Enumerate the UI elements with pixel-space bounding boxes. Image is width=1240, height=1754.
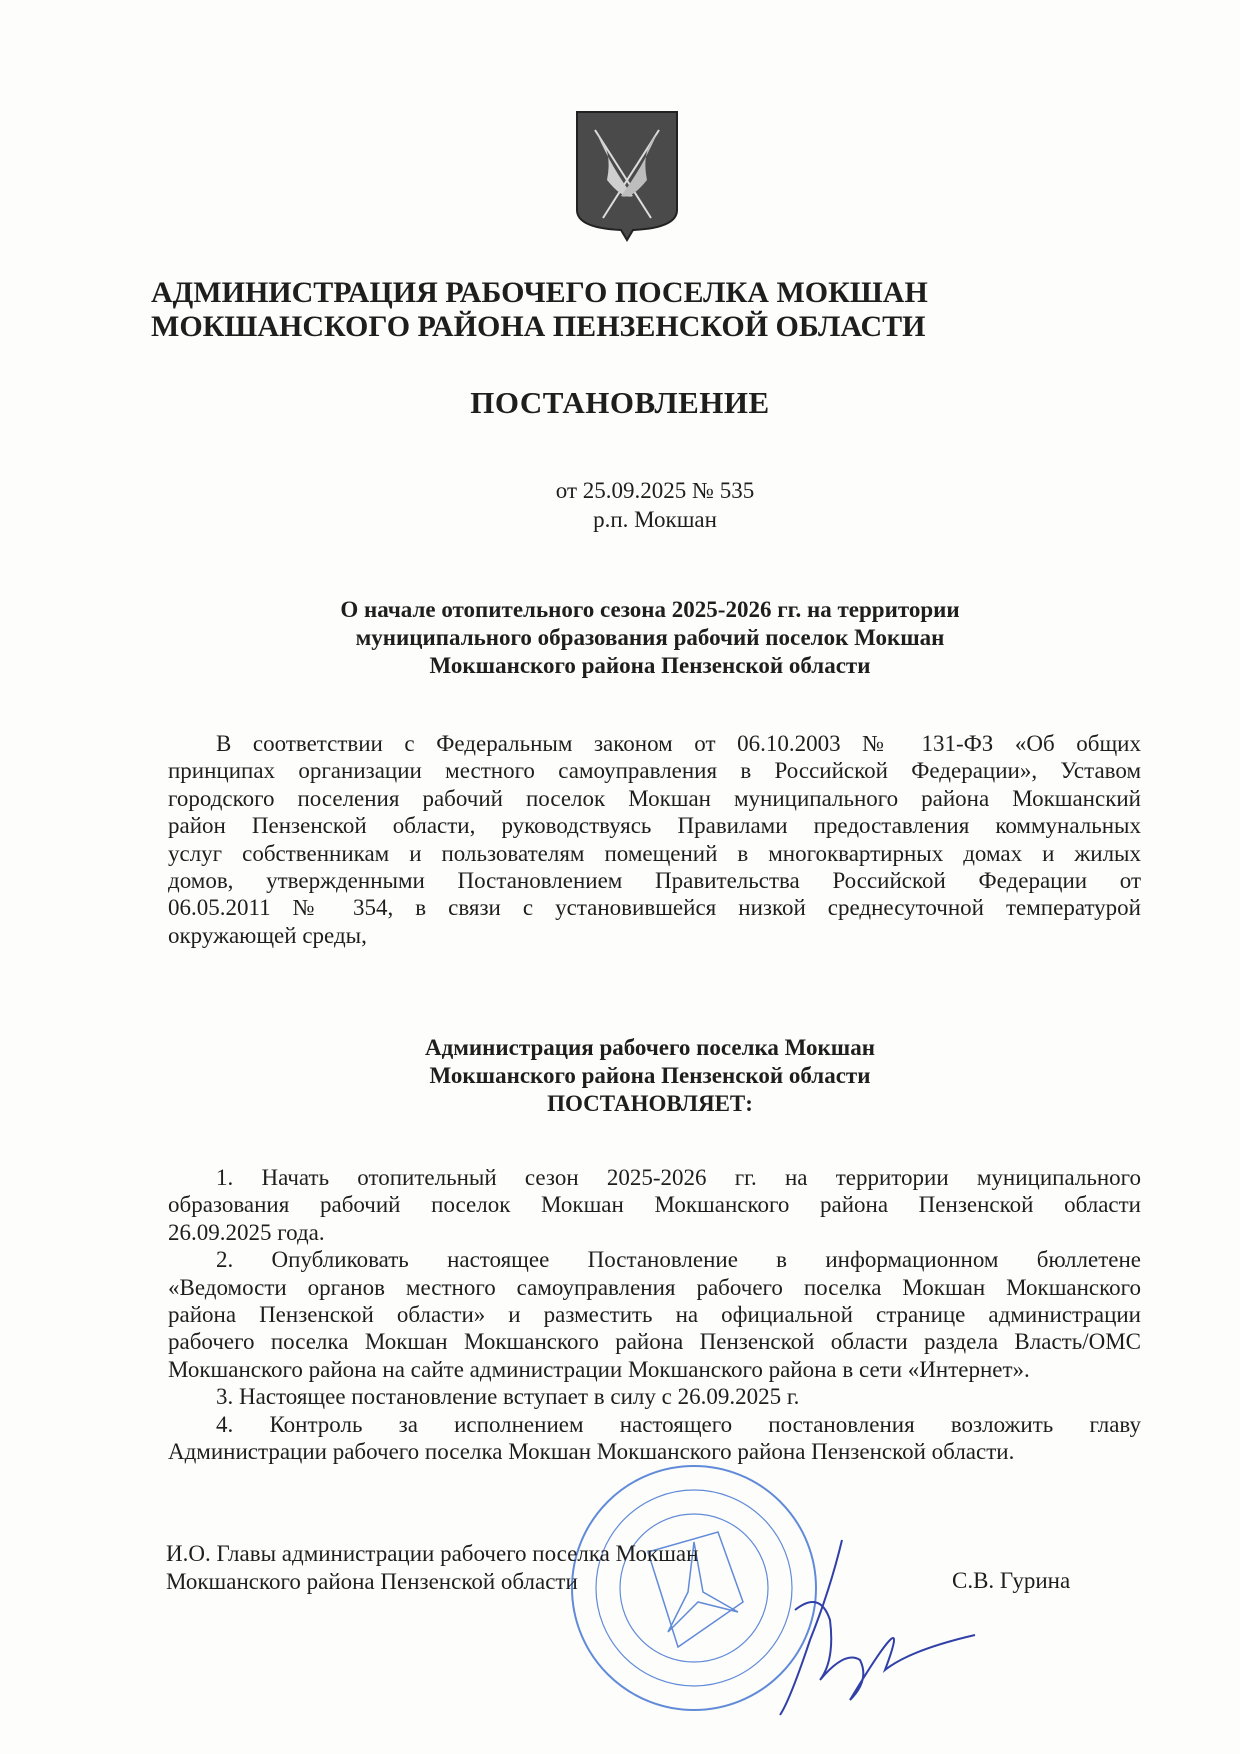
place: р.п. Мокшан	[593, 507, 717, 532]
subject-line: О начале отопительного сезона 2025-2026 гг. на территории	[340, 597, 960, 622]
date-number: от 25.09.2025 № 535	[555, 478, 755, 503]
coat-of-arms-icon	[573, 110, 681, 242]
document-type: ПОСТАНОВЛЕНИЕ	[470, 385, 770, 420]
text-line: городского поселения рабочий поселок Мокшан муниципального района Мокшанский	[168, 785, 1141, 811]
item-1-line: образования рабочий поселок Мокшан Мокшанского района Пензенской области	[168, 1192, 1141, 1218]
text-line: домов, утвержденными Постановлением Правительства Российской Федерации от	[168, 867, 1141, 893]
item-2-line: «Ведомости органов местного самоуправления рабочего поселка Мокшан Мокшанского	[168, 1274, 1141, 1300]
item-1-line: 1. Начать отопительный сезон 2025-2026 гг. на территории муниципального	[216, 1165, 1141, 1190]
text-line: услуг собственникам и пользователям помещений в многоквартирных домах и жилых	[168, 840, 1141, 866]
item-2-line: района Пензенской области» и разместить на официальной странице администрации	[168, 1301, 1141, 1327]
item-4-line: 4. Контроль за исполнением настоящего постановления возложить главу	[216, 1411, 1141, 1437]
preamble-paragraph	[168, 730, 1141, 949]
item-4-line: Администрации рабочего поселка Мокшан Мокшанского района Пензенской области.	[168, 1438, 1015, 1464]
subject-line: Мокшанского района Пензенской области	[429, 653, 871, 678]
text-line: окружающей среды,	[168, 922, 367, 948]
signatory-name: С.В. Гурина	[952, 1568, 1071, 1593]
document-subject	[0, 596, 1240, 680]
item-2-line: рабочего поселка Мокшан Мокшанского района Пензенской области раздела Власть/ОМС	[168, 1329, 1141, 1355]
text-line: принципах организации местного самоуправления в Российской Федерации», Уставом	[168, 758, 1141, 784]
item-2-line: Мокшанского района на сайте администрации Мокшанского района в сети «Интернет».	[168, 1356, 1030, 1382]
organization-name	[151, 276, 1031, 344]
item-2-line: 2. Опубликовать настоящее Постановление в информационном бюллетене	[216, 1247, 1141, 1273]
text-line: район Пензенской области, руководствуясь Правилами предоставления коммунальных	[168, 813, 1141, 839]
org-line-1: АДМИНИСТРАЦИЯ РАБОЧЕГО ПОСЕЛКА МОКШАН	[151, 276, 928, 309]
signatory-position	[166, 1540, 698, 1596]
handwritten-signature-icon	[760, 1530, 980, 1720]
resolves-line: Мокшанского района Пензенской области	[429, 1063, 871, 1088]
item-3-line: 3. Настоящее постановление вступает в силу с 26.09.2025 г.	[216, 1384, 800, 1410]
resolving-body	[0, 1034, 1240, 1118]
resolves-line: Администрация рабочего поселка Мокшан	[425, 1035, 875, 1060]
item-1-line: 26.09.2025 года.	[168, 1219, 325, 1245]
resolves-keyword: ПОСТАНОВЛЯЕТ:	[547, 1091, 753, 1116]
text-line: В соответствии с Федеральным законом от 06.10.2003 № 131-ФЗ «Об общих	[216, 731, 1141, 756]
resolution-items	[168, 1164, 1141, 1465]
text-line: 06.05.2011 № 354, в связи с установившейся низкой среднесуточной температурой	[168, 895, 1141, 921]
subject-line: муниципального образования рабочий поселок Мокшан	[355, 625, 945, 650]
position-line: Мокшанского района Пензенской области	[166, 1569, 578, 1594]
position-line: И.О. Главы администрации рабочего поселка Мокшан	[166, 1541, 699, 1566]
org-line-2: МОКШАНСКОГО РАЙОНА ПЕНЗЕНСКОЙ ОБЛАСТИ	[151, 310, 926, 343]
